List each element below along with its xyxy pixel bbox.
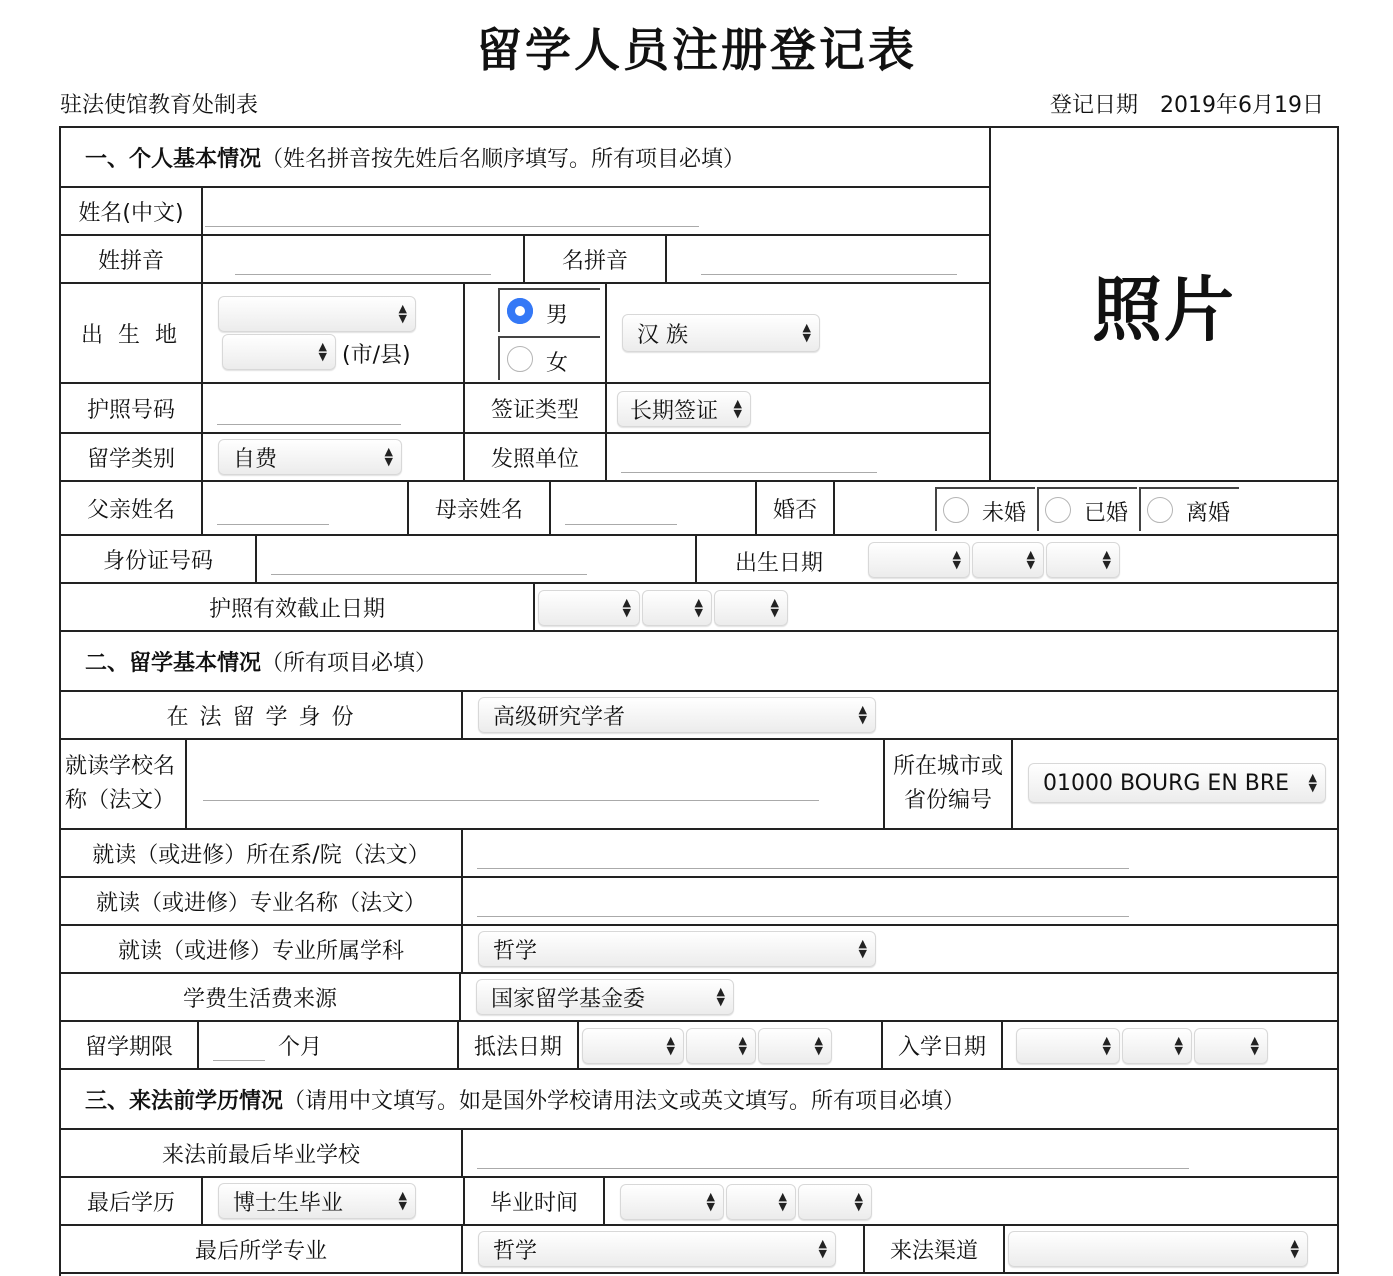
- visa-type-label: 签证类型: [465, 384, 607, 434]
- section2-heading: 二、留学基本情况 （所有项目必填）: [61, 632, 1339, 692]
- last-major-label: 最后所学专业: [61, 1226, 463, 1274]
- registration-date-value: 2019年6月19日: [1160, 93, 1324, 118]
- marital-married-radio[interactable]: [1045, 497, 1071, 523]
- marital-divorced-label: 离婚: [1186, 501, 1231, 526]
- last-school-cell: [463, 1130, 1339, 1178]
- birthdate-year-select[interactable]: ▲ ▼: [868, 542, 970, 578]
- surname-pinyin-cell: [203, 236, 525, 284]
- city-label: 所在城市或省份编号: [885, 740, 1013, 830]
- birthplace-province-select[interactable]: ▲ ▼: [218, 296, 416, 332]
- birthplace-city-select[interactable]: ▲ ▼: [222, 334, 336, 370]
- arrival-month-select[interactable]: ▲ ▼: [686, 1028, 756, 1064]
- grad-time-label: 毕业时间: [465, 1178, 605, 1226]
- discipline-label: 就读（或进修）专业所属学科: [61, 926, 463, 974]
- gender-female-label: 女: [546, 351, 569, 376]
- channel-select[interactable]: ▲ ▼: [1008, 1231, 1308, 1267]
- dept-label: 就读（或进修）所在系/院（法文）: [61, 830, 463, 878]
- major-input[interactable]: [477, 916, 1129, 917]
- grad-month-select[interactable]: ▲ ▼: [726, 1184, 796, 1220]
- surname-pinyin-label: 姓拼音: [61, 236, 203, 284]
- issuer-label: 发照单位: [465, 434, 607, 482]
- section3-heading: 三、来法前学历情况 （请用中文填写。如是国外学校请用法文或英文填写。所有项目必填）: [61, 1070, 1339, 1130]
- photo-box: [991, 128, 1339, 482]
- registration-date-label: 登记日期: [1050, 93, 1139, 118]
- gender-male-label: 男: [546, 303, 569, 328]
- study-type-select[interactable]: 自费 ▲ ▼: [218, 439, 402, 475]
- duration-input[interactable]: [213, 1060, 265, 1061]
- school-label: 就读学校名称（法文）: [61, 740, 187, 830]
- major-cell: [463, 878, 1339, 926]
- status-label: 在 法 留 学 身 份: [61, 692, 463, 740]
- id-input[interactable]: [271, 574, 587, 575]
- arrival-day-select[interactable]: ▲ ▼: [758, 1028, 832, 1064]
- enroll-day-select[interactable]: ▲ ▼: [1194, 1028, 1268, 1064]
- id-cell: [257, 536, 697, 584]
- form-maker: 驻法使馆教育处制表: [60, 93, 259, 118]
- name-cn-input[interactable]: [205, 226, 699, 227]
- funding-select[interactable]: 国家留学基金委 ▲ ▼: [476, 979, 734, 1015]
- duration-cell: [199, 1022, 459, 1070]
- school-input[interactable]: [203, 800, 819, 801]
- marital-divorced-radio[interactable]: [1147, 497, 1173, 523]
- father-input[interactable]: [217, 524, 329, 525]
- birthdate-month-select[interactable]: ▲ ▼: [972, 542, 1044, 578]
- passport-cell: [203, 384, 465, 434]
- form-title: 留学人员注册登记表: [476, 23, 917, 77]
- channel-label: 来法渠道: [865, 1226, 1005, 1274]
- birthdate-day-select[interactable]: ▲ ▼: [1046, 542, 1120, 578]
- marital-label: 婚否: [757, 482, 835, 536]
- duration-unit: 个月: [278, 1035, 323, 1060]
- passport-input[interactable]: [217, 424, 401, 425]
- passport-expiry-label: 护照有效截止日期: [61, 584, 535, 632]
- arrival-label: 抵法日期: [459, 1022, 579, 1070]
- photo-label: 照片: [1092, 268, 1236, 351]
- surname-pinyin-input[interactable]: [235, 274, 491, 275]
- issuer-cell: [607, 434, 991, 482]
- funding-label: 学费生活费来源: [61, 974, 461, 1022]
- enroll-month-select[interactable]: ▲ ▼: [1122, 1028, 1192, 1064]
- birthplace-label: 出 生 地: [61, 284, 203, 384]
- passport-label: 护照号码: [61, 384, 203, 434]
- mother-input[interactable]: [565, 524, 677, 525]
- given-pinyin-input[interactable]: [701, 274, 957, 275]
- status-select[interactable]: 高级研究学者 ▲ ▼: [478, 697, 876, 733]
- birthdate-label: 出生日期: [735, 551, 824, 576]
- gender-male-radio[interactable]: [507, 298, 533, 324]
- passport-expiry-month-select[interactable]: ▲ ▼: [642, 590, 712, 626]
- enroll-label: 入学日期: [883, 1022, 1003, 1070]
- grad-year-select[interactable]: ▲ ▼: [620, 1184, 724, 1220]
- school-cell: [187, 740, 885, 830]
- marital-unmarried-label: 未婚: [982, 501, 1027, 526]
- marital-unmarried-radio[interactable]: [943, 497, 969, 523]
- last-major-select[interactable]: 哲学 ▲ ▼: [478, 1231, 836, 1267]
- given-pinyin-cell: [667, 236, 991, 284]
- dept-input[interactable]: [477, 868, 1129, 869]
- id-label: 身份证号码: [61, 536, 257, 584]
- last-school-label: 来法前最后毕业学校: [61, 1130, 463, 1178]
- passport-expiry-year-select[interactable]: ▲ ▼: [538, 590, 640, 626]
- ethnicity-select[interactable]: 汉 族 ▲ ▼: [622, 314, 820, 352]
- name-cn-label: 姓名(中文): [61, 188, 203, 236]
- city-select[interactable]: 01000 BOURG EN BRE ▲ ▼: [1028, 763, 1326, 803]
- degree-label: 最后学历: [61, 1178, 203, 1226]
- degree-select[interactable]: 博士生毕业 ▲ ▼: [218, 1183, 416, 1219]
- mother-cell: [551, 482, 757, 536]
- discipline-select[interactable]: 哲学 ▲ ▼: [478, 931, 876, 967]
- name-cn-cell: [203, 188, 991, 236]
- study-type-label: 留学类别: [61, 434, 203, 482]
- last-school-input[interactable]: [477, 1168, 1189, 1169]
- issuer-input[interactable]: [621, 472, 877, 473]
- arrival-year-select[interactable]: ▲ ▼: [582, 1028, 684, 1064]
- father-cell: [203, 482, 409, 536]
- major-label: 就读（或进修）专业名称（法文）: [61, 878, 463, 926]
- birthplace-city-suffix: (市/县): [342, 343, 411, 368]
- duration-label: 留学期限: [61, 1022, 199, 1070]
- grad-day-select[interactable]: ▲ ▼: [798, 1184, 872, 1220]
- given-pinyin-label: 名拼音: [525, 236, 667, 284]
- gender-female-radio[interactable]: [507, 346, 533, 372]
- dept-cell: [463, 830, 1339, 878]
- passport-expiry-day-select[interactable]: ▲ ▼: [714, 590, 788, 626]
- father-label: 父亲姓名: [61, 482, 203, 536]
- enroll-year-select[interactable]: ▲ ▼: [1016, 1028, 1120, 1064]
- visa-type-select[interactable]: 长期签证 ▲ ▼: [617, 391, 751, 427]
- section1-heading: 一、个人基本情况 （姓名拼音按先姓后名顺序填写。所有项目必填）: [61, 128, 991, 188]
- marital-married-label: 已婚: [1084, 501, 1129, 526]
- mother-label: 母亲姓名: [409, 482, 551, 536]
